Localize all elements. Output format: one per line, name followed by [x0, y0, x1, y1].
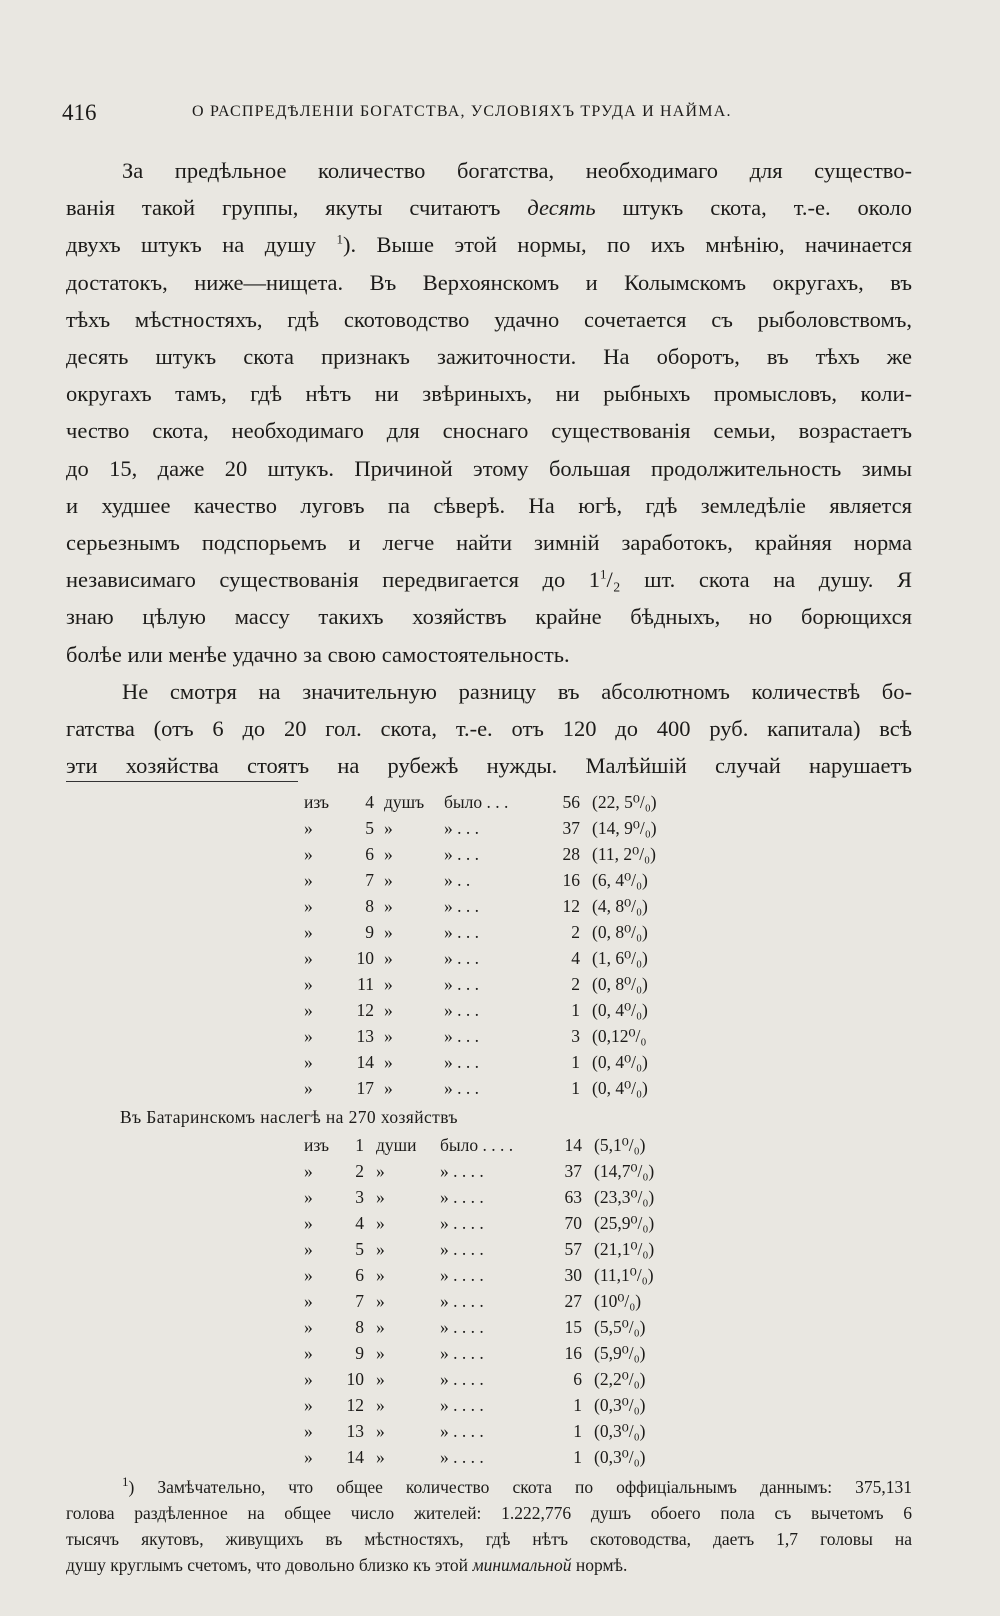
cell-val: 37 — [564, 1161, 582, 1181]
main-text — [66, 152, 912, 784]
cell-pct: (23,3⁰/₀) — [594, 1187, 655, 1207]
cell-val: 2 — [571, 922, 580, 942]
text-line: тѣхъ мѣстностяхъ, гдѣ скотоводство удачно сочетается съ рыболовствомъ, — [66, 306, 912, 332]
cell-iz: » — [304, 1395, 313, 1415]
cell-pct: (11,1⁰/₀) — [594, 1265, 654, 1285]
cell-val: 1 — [573, 1395, 582, 1415]
text-line — [66, 561, 912, 598]
cell-iz: » — [304, 818, 313, 838]
cell-iz: » — [304, 1052, 313, 1072]
text-fragment: ванія такой группы, якуты считаютъ — [66, 195, 528, 221]
text-fragment: независимаго существованія передвигается до 1 — [66, 567, 601, 593]
cell-dush: » — [384, 1078, 393, 1098]
cell-val: 4 — [571, 948, 580, 968]
cell-bylo: » . . . . — [440, 1369, 484, 1389]
text-line — [66, 189, 912, 226]
cell-val: 14 — [564, 1135, 582, 1155]
cell-iz: » — [304, 1213, 313, 1233]
cell-dush: » — [376, 1369, 385, 1389]
cell-num: 12 — [346, 1395, 364, 1415]
cell-pct: (0, 4⁰/₀) — [592, 1078, 648, 1098]
cell-dush: » — [376, 1421, 385, 1441]
cell-bylo: » . . . — [444, 974, 479, 994]
cell-bylo: » . . . — [444, 844, 479, 864]
cell-val: 1 — [571, 1052, 580, 1072]
cell-num: 5 — [365, 818, 374, 838]
cell-num: 4 — [365, 792, 374, 812]
household-table-1 — [0, 792, 700, 1104]
cell-bylo: » . . . . — [440, 1239, 484, 1259]
cell-pct: (14,7⁰/₀) — [594, 1161, 655, 1181]
cell-dush: » — [384, 922, 393, 942]
cell-dush: » — [376, 1239, 385, 1259]
text-fragment: 1 — [336, 231, 343, 247]
cell-bylo: » . . . . — [440, 1265, 484, 1285]
cell-dush: » — [384, 844, 393, 864]
cell-pct: (5,5⁰/₀) — [594, 1317, 646, 1337]
cell-dush: » — [376, 1161, 385, 1181]
text-line: и худшее качество луговъ па сѣверѣ. На югѣ, гдѣ земледѣліе является — [66, 492, 912, 518]
running-title: О РАСПРЕДѢЛЕНІИ БОГАТСТВА, УСЛОВІЯХЪ ТРУДА И НАЙМА. — [192, 103, 732, 120]
cell-bylo: » . . . . — [440, 1317, 484, 1337]
cell-dush: » — [376, 1187, 385, 1207]
cell-num: 9 — [355, 1343, 364, 1363]
cell-bylo: » . . . . — [440, 1343, 484, 1363]
text-line: За предѣльное количество богатства, необходимаго для существо- — [122, 158, 912, 183]
cell-iz: » — [304, 1000, 313, 1020]
table-row — [0, 1447, 700, 1473]
table-row — [0, 1213, 700, 1239]
cell-iz: » — [304, 1161, 313, 1181]
cell-dush: » — [384, 896, 393, 916]
table-row — [0, 818, 700, 844]
text-line: достатокъ, ниже—нищета. Въ Верхоянскомъ и Колымскомъ округахъ, въ — [66, 269, 912, 295]
cell-dush: » — [384, 1026, 393, 1046]
cell-num: 8 — [355, 1317, 364, 1337]
cell-iz: » — [304, 948, 313, 968]
cell-dush: » — [376, 1291, 385, 1311]
cell-num: 6 — [365, 844, 374, 864]
cell-dush: » — [384, 974, 393, 994]
text-fragment: штукъ скота, т.-е. около — [595, 195, 913, 221]
cell-dush: » — [376, 1213, 385, 1233]
text-fragment: /₂ шт. скота на душу. Я — [606, 567, 912, 593]
table-row — [0, 1265, 700, 1291]
page-header — [62, 100, 902, 130]
text-line: серьезнымъ подспорьемъ и легче найти зимній заработокъ, крайняя норма — [66, 530, 912, 556]
cell-val: 37 — [562, 818, 580, 838]
cell-dush: души — [376, 1135, 417, 1155]
text-line: десять штукъ скота признакъ зажиточности. На оборотъ, въ тѣхъ же — [66, 344, 912, 370]
cell-pct: (0,3⁰/₀) — [594, 1395, 646, 1415]
cell-iz: » — [304, 1239, 313, 1259]
cell-pct: (0, 8⁰/₀) — [592, 922, 648, 942]
text-line — [66, 226, 912, 263]
table-row — [0, 1187, 700, 1213]
cell-iz: » — [304, 1265, 313, 1285]
table-row — [0, 1395, 700, 1421]
cell-num: 9 — [365, 922, 374, 942]
cell-iz: » — [304, 1291, 313, 1311]
cell-num: 10 — [356, 948, 374, 968]
table-row — [0, 1317, 700, 1343]
text-line: округахъ тамъ, гдѣ нѣтъ ни звѣриныхъ, ни рыбныхъ промысловъ, коли- — [66, 381, 912, 407]
cell-dush: » — [376, 1395, 385, 1415]
cell-iz: изъ — [304, 792, 330, 812]
cell-dush: » — [376, 1317, 385, 1337]
text-line: голова раздѣленное на общее число жителей: 1.222,776 душъ обоего пола съ вычетомъ 6 — [66, 1503, 912, 1523]
cell-val: 56 — [562, 792, 580, 812]
cell-iz: » — [304, 1026, 313, 1046]
page-number: 416 — [62, 100, 97, 125]
cell-dush: душъ — [384, 792, 425, 812]
cell-bylo: » . . . . — [440, 1421, 484, 1441]
cell-val: 1 — [571, 1000, 580, 1020]
table-row — [0, 948, 700, 974]
text-line: эти хозяйства стоятъ на рубежѣ нужды. Малѣйшій случай нарушаетъ — [66, 753, 912, 779]
cell-dush: » — [376, 1343, 385, 1363]
cell-val: 57 — [564, 1239, 582, 1259]
cell-iz: » — [304, 922, 313, 942]
table-row — [0, 1239, 700, 1265]
text-line: болѣе или менѣе удачно за свою самостоятельность. — [66, 641, 570, 667]
cell-bylo: было . . . — [444, 792, 509, 812]
cell-val: 27 — [564, 1291, 582, 1311]
cell-iz: » — [304, 1187, 313, 1207]
cell-num: 10 — [346, 1369, 364, 1389]
text-line: чество скота, необходимаго для сноснаго существованія семьи, возрастаетъ — [66, 418, 912, 444]
cell-bylo: » . . . — [444, 1026, 479, 1046]
text-fragment: нормѣ. — [571, 1555, 628, 1575]
cell-bylo: » . . . . — [440, 1291, 484, 1311]
cell-val: 1 — [573, 1447, 582, 1467]
table-row — [0, 974, 700, 1000]
cell-pct: (10⁰/₀) — [594, 1291, 642, 1311]
cell-num: 12 — [356, 1000, 374, 1020]
cell-pct: (14, 9⁰/₀) — [592, 818, 657, 838]
cell-bylo: » . . . . — [440, 1187, 484, 1207]
text-line — [66, 1552, 912, 1578]
cell-dush: » — [376, 1265, 385, 1285]
cell-val: 30 — [564, 1265, 582, 1285]
text-line — [66, 1474, 912, 1500]
cell-val: 16 — [564, 1343, 582, 1363]
cell-iz: » — [304, 1369, 313, 1389]
cell-val: 2 — [571, 974, 580, 994]
cell-pct: (11, 2⁰/₀) — [592, 844, 656, 864]
cell-pct: (4, 8⁰/₀) — [592, 896, 648, 916]
cell-bylo: » . . . — [444, 818, 479, 838]
cell-bylo: » . . . — [444, 1078, 479, 1098]
cell-num: 8 — [365, 896, 374, 916]
cell-num: 3 — [355, 1187, 364, 1207]
cell-iz: » — [304, 1447, 313, 1467]
cell-pct: (0,12⁰/₀ — [592, 1026, 647, 1046]
text-fragment: 1 — [600, 566, 607, 582]
cell-bylo: » . . — [444, 870, 471, 890]
cell-iz: » — [304, 1343, 313, 1363]
cell-num: 17 — [356, 1078, 374, 1098]
cell-iz: » — [304, 1317, 313, 1337]
text-line: Не смотря на значительную разницу въ абсолютномъ количествѣ бо- — [122, 678, 912, 704]
cell-pct: (5,1⁰/₀) — [594, 1135, 646, 1155]
table-row — [0, 1291, 700, 1317]
cell-bylo: было . . . . — [440, 1135, 514, 1155]
footnote-separator — [66, 781, 298, 782]
cell-bylo: » . . . — [444, 948, 479, 968]
cell-pct: (0, 4⁰/₀) — [592, 1052, 648, 1072]
cell-pct: (0, 8⁰/₀) — [592, 974, 648, 994]
table-row — [0, 1135, 700, 1161]
cell-num: 7 — [355, 1291, 364, 1311]
table-row — [0, 1052, 700, 1078]
cell-val: 70 — [564, 1213, 582, 1233]
cell-bylo: » . . . — [444, 1052, 479, 1072]
cell-val: 1 — [573, 1421, 582, 1441]
cell-pct: (0, 4⁰/₀) — [592, 1000, 648, 1020]
cell-pct: (0,3⁰/₀) — [594, 1421, 646, 1441]
table-row — [0, 1421, 700, 1447]
cell-pct: (1, 6⁰/₀) — [592, 948, 648, 968]
cell-pct: (5,9⁰/₀) — [594, 1343, 646, 1363]
cell-iz: » — [304, 1078, 313, 1098]
table-row — [0, 896, 700, 922]
text-fragment: душу круглымъ счетомъ, что довольно близко къ этой — [66, 1555, 473, 1575]
cell-val: 15 — [564, 1317, 582, 1337]
cell-val: 28 — [562, 844, 580, 864]
cell-num: 1 — [355, 1135, 364, 1155]
cell-num: 13 — [356, 1026, 374, 1046]
cell-iz: » — [304, 870, 313, 890]
cell-dush: » — [384, 818, 393, 838]
household-table-batarinsky — [0, 1135, 700, 1473]
cell-pct: (21,1⁰/₀) — [594, 1239, 655, 1259]
cell-bylo: » . . . — [444, 1000, 479, 1020]
cell-pct: (22, 5⁰/₀) — [592, 792, 657, 812]
cell-bylo: » . . . . — [440, 1395, 484, 1415]
cell-val: 63 — [564, 1187, 582, 1207]
cell-iz: » — [304, 844, 313, 864]
cell-pct: (6, 4⁰/₀) — [592, 870, 648, 890]
cell-bylo: » . . . . — [440, 1213, 484, 1233]
text-fragment: 1 — [122, 1474, 129, 1490]
cell-bylo: » . . . . — [440, 1447, 484, 1467]
cell-num: 11 — [357, 974, 374, 994]
cell-iz: » — [304, 1421, 313, 1441]
cell-num: 5 — [355, 1239, 364, 1259]
cell-num: 14 — [346, 1447, 364, 1467]
cell-iz: » — [304, 974, 313, 994]
cell-num: 14 — [356, 1052, 374, 1072]
cell-val: 3 — [571, 1026, 580, 1046]
cell-num: 7 — [365, 870, 374, 890]
table-row — [0, 1078, 700, 1104]
table-row — [0, 870, 700, 896]
cell-bylo: » . . . . — [440, 1161, 484, 1181]
text-fragment: ) Замѣчательно, что общее количество скота по оффиціальнымъ даннымъ: 375,131 — [128, 1477, 912, 1497]
cell-num: 4 — [355, 1213, 364, 1233]
cell-pct: (25,9⁰/₀) — [594, 1213, 655, 1233]
table-row — [0, 844, 700, 870]
cell-val: 12 — [562, 896, 580, 916]
cell-dush: » — [376, 1447, 385, 1467]
text-fragment: десять — [527, 195, 596, 221]
table-row — [0, 792, 700, 818]
cell-iz: » — [304, 896, 313, 916]
cell-val: 6 — [573, 1369, 582, 1389]
table-row — [0, 1369, 700, 1395]
cell-val: 1 — [571, 1078, 580, 1098]
cell-dush: » — [384, 948, 393, 968]
text-line: до 15, даже 20 штукъ. Причиной этому большая продолжительность зимы — [66, 455, 912, 481]
text-fragment: ). Выше этой нормы, по ихъ мнѣнію, начинается — [342, 232, 912, 258]
text-line: знаю цѣлую массу такихъ хозяйствъ крайне бѣдныхъ, но борющихся — [66, 604, 912, 630]
cell-pct: (0,3⁰/₀) — [594, 1447, 646, 1467]
cell-num: 2 — [355, 1161, 364, 1181]
table-row — [0, 1161, 700, 1187]
table-section-title: Въ Батаринскомъ наслегѣ на 270 хозяйствъ — [120, 1107, 458, 1127]
text-fragment: двухъ штукъ на душу — [66, 232, 337, 258]
cell-dush: » — [384, 870, 393, 890]
cell-dush: » — [384, 1000, 393, 1020]
cell-bylo: » . . . — [444, 922, 479, 942]
cell-iz: изъ — [304, 1135, 330, 1155]
cell-dush: » — [384, 1052, 393, 1072]
cell-bylo: » . . . — [444, 896, 479, 916]
text-line: гатства (отъ 6 до 20 гол. скота, т.-е. отъ 120 до 400 руб. капитала) всѣ — [66, 716, 912, 742]
table-row — [0, 1000, 700, 1026]
text-fragment: минимальной — [472, 1555, 572, 1575]
cell-num: 6 — [355, 1265, 364, 1285]
cell-num: 13 — [346, 1421, 364, 1441]
table-row — [0, 1343, 700, 1369]
text-line: тысячъ якутовъ, живущихъ въ мѣстностяхъ, гдѣ нѣтъ скотоводства, даетъ 1,7 головы на — [66, 1529, 912, 1549]
cell-val: 16 — [562, 870, 580, 890]
footnote — [66, 1474, 912, 1578]
cell-pct: (2,2⁰/₀) — [594, 1369, 646, 1389]
table-row — [0, 922, 700, 948]
table-row — [0, 1026, 700, 1052]
